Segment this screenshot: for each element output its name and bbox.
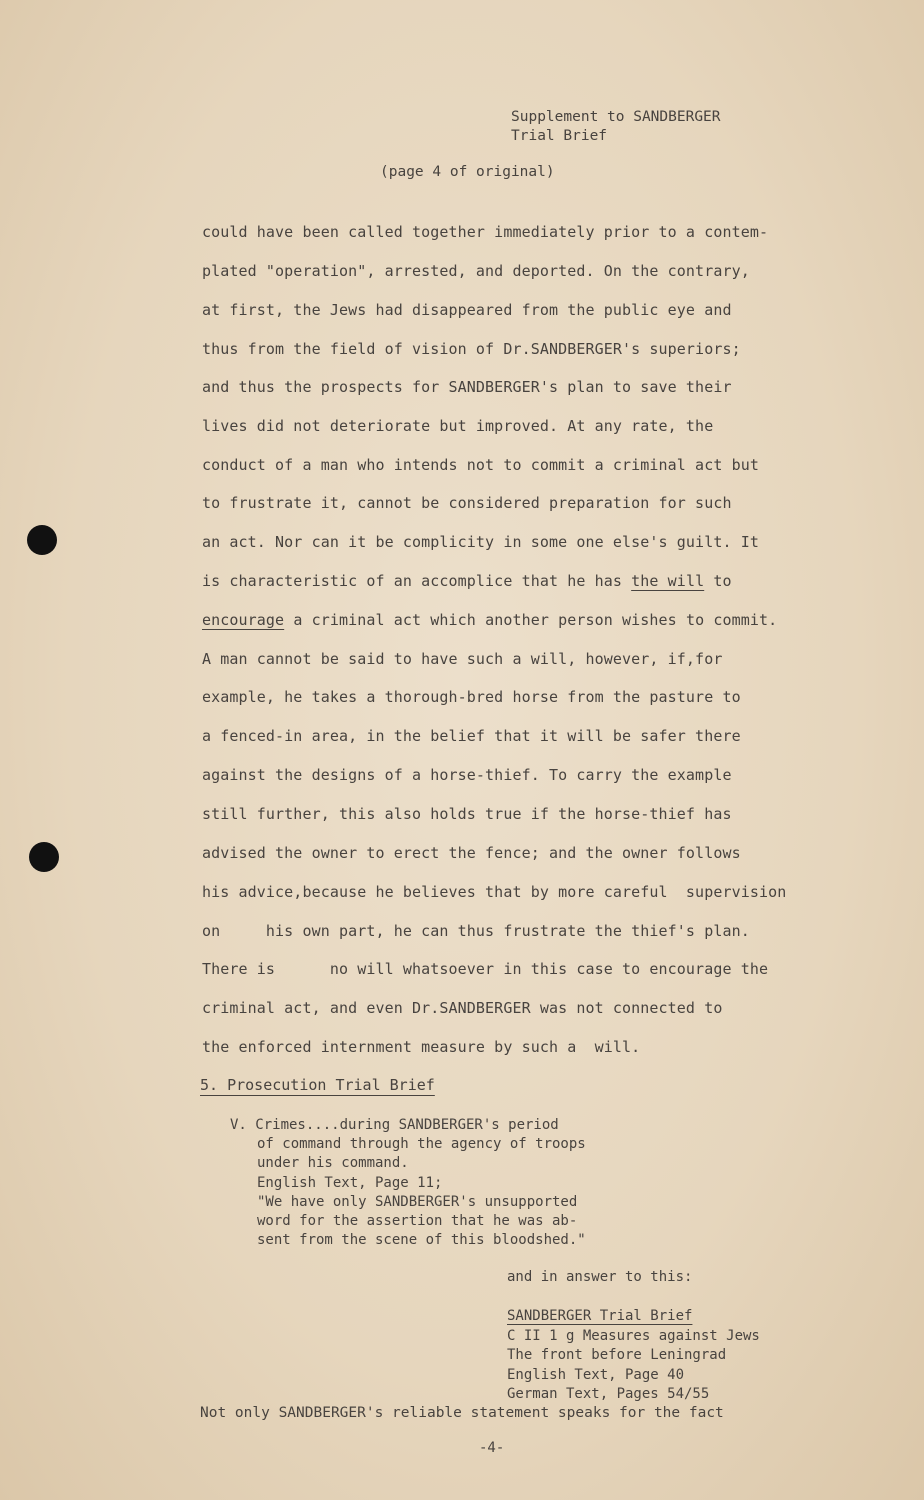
punch-hole-bottom: [29, 842, 59, 872]
quote-line: English Text, Page 11;: [257, 1174, 443, 1191]
quote-line: of command through the agency of troops: [257, 1136, 586, 1153]
body-line: the enforced internment measure by such a will.: [202, 1038, 641, 1056]
body-line: criminal act, and even Dr.SANDBERGER was not connected to: [202, 999, 723, 1017]
closing-line: Not only SANDBERGER's reliable statement speaks for the fact: [200, 1405, 724, 1421]
reference-line: English Text, Page 40: [507, 1366, 685, 1383]
quote-line: under his command.: [257, 1155, 409, 1172]
document-header: [511, 108, 721, 146]
body-line: could have been called together immediately prior to a contem-: [202, 223, 769, 241]
section-heading: 5. Prosecution Trial Brief: [200, 1076, 435, 1094]
header-line-2: Trial Brief: [511, 128, 608, 144]
body-line: and thus the prospects for SANDBERGER's plan to save their: [202, 378, 732, 396]
reference-line: C II 1 g Measures against Jews: [507, 1327, 760, 1344]
quote-line: V. Crimes....during SANDBERGER's period: [230, 1117, 559, 1133]
punch-hole-top: [27, 525, 57, 555]
answer-intro: and in answer to this:: [507, 1269, 693, 1285]
quote-line: sent from the scene of this bloodshed.": [257, 1232, 586, 1249]
body-line: There is no will whatsoever in this case to encourage the: [202, 960, 769, 978]
page-number: -4-: [479, 1440, 505, 1456]
body-line: an act. Nor can it be complicity in some one else's guilt. It: [202, 533, 759, 551]
body-text: to: [704, 572, 732, 590]
reference-line: German Text, Pages 54/55: [507, 1386, 710, 1402]
reference-block: [507, 1307, 760, 1405]
header-line-1: Supplement to SANDBERGER: [511, 109, 721, 125]
quote-line: "We have only SANDBERGER's unsupported: [257, 1193, 578, 1210]
body-line: to frustrate it, cannot be considered preparation for such: [202, 494, 732, 512]
underlined-phrase: the will: [631, 572, 705, 590]
original-page-reference: (page 4 of original): [380, 164, 555, 180]
body-line: against the designs of a horse-thief. To carry the example: [202, 766, 732, 784]
prosecution-quote: [230, 1116, 586, 1250]
body-line: [202, 572, 732, 590]
body-text: a criminal act which another person wishes to commit.: [284, 611, 778, 629]
body-line: A man cannot be said to have such a will, however, if,for: [202, 650, 723, 668]
reference-line: The front before Leningrad: [507, 1347, 727, 1363]
body-line: at first, the Jews had disappeared from the public eye and: [202, 301, 732, 319]
body-line: his advice,because he believes that by more careful supervision: [202, 883, 787, 901]
body-text: is characteristic of an accomplice that he has: [202, 572, 632, 590]
body-line: conduct of a man who intends not to commit a criminal act but: [202, 456, 759, 474]
body-line: on his own part, he can thus frustrate the thief's plan.: [202, 922, 750, 940]
body-line: plated "operation", arrested, and deported. On the contrary,: [202, 262, 750, 280]
reference-title: SANDBERGER Trial Brief: [507, 1308, 693, 1324]
body-line: still further, this also holds true if the horse-thief has: [202, 805, 732, 823]
body-line: [202, 611, 777, 629]
body-line: thus from the field of vision of Dr.SANDBERGER's superiors;: [202, 340, 741, 358]
body-line: example, he takes a thorough-bred horse from the pasture to: [202, 688, 741, 706]
body-line: advised the owner to erect the fence; and the owner follows: [202, 844, 741, 862]
body-line: lives did not deteriorate but improved. At any rate, the: [202, 417, 714, 435]
underlined-phrase: encourage: [202, 611, 285, 629]
body-line: a fenced-in area, in the belief that it will be safer there: [202, 727, 741, 745]
quote-line: word for the assertion that he was ab-: [257, 1213, 578, 1230]
